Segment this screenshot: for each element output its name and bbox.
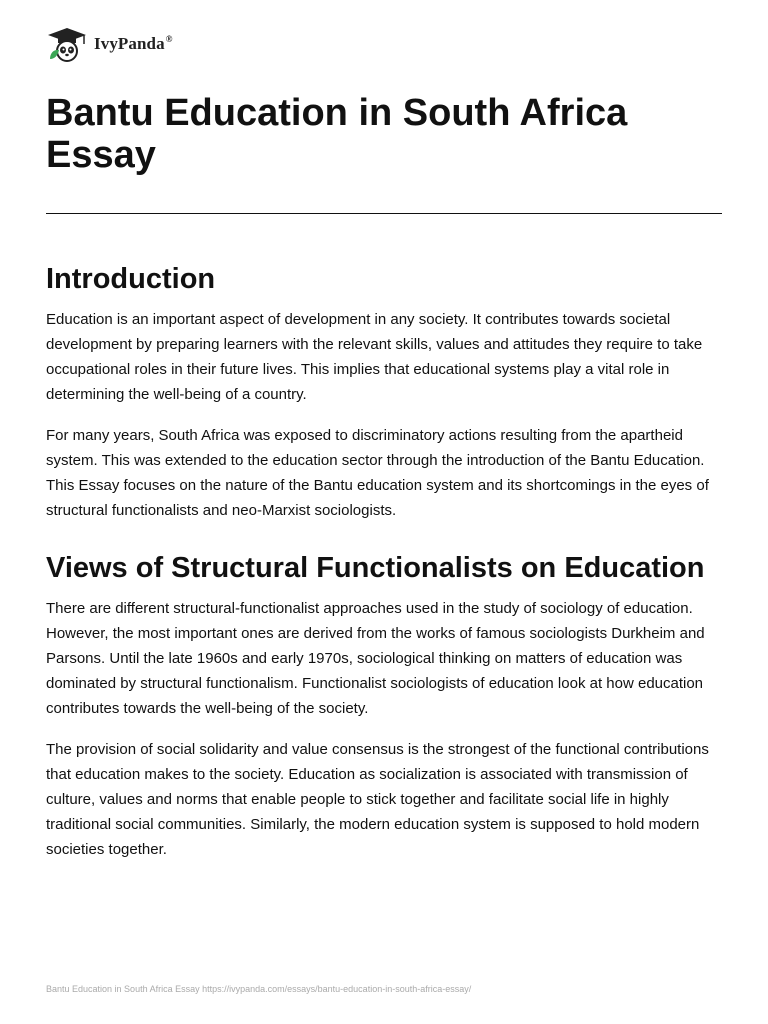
registered-mark: ® xyxy=(165,34,173,45)
essay-body xyxy=(46,262,722,862)
paragraph: The provision of social solidarity and value consensus is the strongest of the functional contributions that education makes to the society. Education as socialization is associated with transmission of culture, values and norms that enable people to stick together and facilitate social life in highly traditional social communities. Similarly, the modern education system is supposed to hold modern societies together. xyxy=(46,741,709,858)
brand-name xyxy=(94,34,173,54)
brand-header[interactable] xyxy=(46,26,173,62)
section-heading-structural-functionalists: Views of Structural Functionalists on Education xyxy=(46,552,705,584)
brand-name-text: IvyPanda xyxy=(94,34,165,53)
section-heading-introduction: Introduction xyxy=(46,263,216,295)
title-divider xyxy=(46,213,722,214)
page-title: Bantu Education in South Africa Essay xyxy=(46,92,628,176)
paragraph: Education is an important aspect of development in any society. It contributes towards societal development by preparing learners with the relevant skills, values and attitudes they require to take occupational roles in their future lives. This implies that educational systems play a vital role in determining the well-being of a country. xyxy=(46,311,703,403)
paragraph: For many years, South Africa was exposed to discriminatory actions resulting from the apartheid system. This was extended to the education sector through the introduction of the Bantu Education. This Essay focuses on the nature of the Bantu education system and its shortcomings in the eyes of structural functionalists and neo-Marxist sociologists. xyxy=(46,427,709,519)
footer-citation: Bantu Education in South Africa Essay https://ivypanda.com/essays/bantu-education-in-south-africa-essay/ xyxy=(46,984,472,994)
panda-graduate-icon xyxy=(46,26,88,62)
paragraph: There are different structural-functionalist approaches used in the study of sociology of education. However, the most important ones are derived from the works of famous sociologists Durkheim and Parsons. Until the late 1960s and early 1970s, sociological thinking on matters of education was dominated by structural functionalism. Functionalist sociologists of education look at how education contributes towards the well-being of the society. xyxy=(46,600,705,717)
